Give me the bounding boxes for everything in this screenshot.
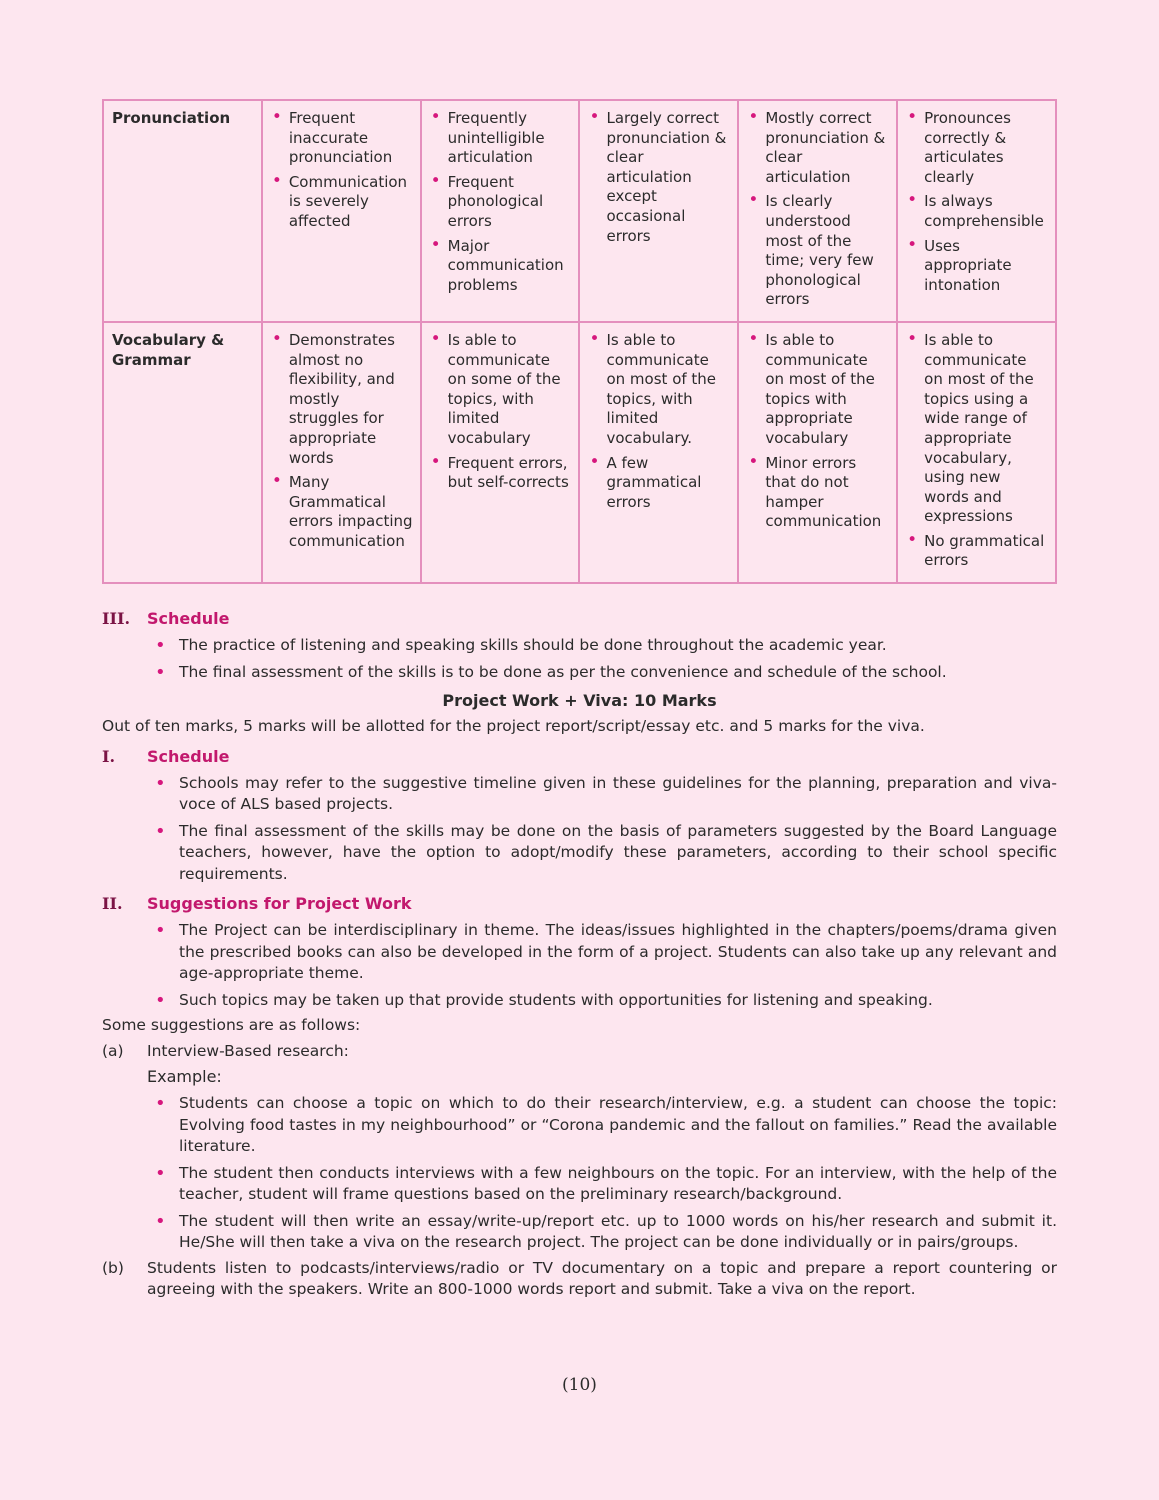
list-item: • Is always comprehensible [906,192,1049,231]
list-item: • Is able to communicate on some of the topics, with limited vocabulary [430,331,573,449]
list-item: • Is able to communicate on most of the topics, with limited vocabulary. [588,331,731,449]
list-item: • Minor errors that do not hamper communication [747,454,890,532]
table-row [103,322,1056,583]
section-number: II. [102,894,123,914]
example-label: Example: [147,1067,222,1087]
list-item: • Frequent inaccurate pronunciation [271,109,414,168]
list-item: • Communication is severely affected [271,173,414,232]
section-number: III. [102,609,131,629]
list-item: • Schools may refer to the suggestive timeline given in these guidelines for the planning, preparation and viva-voce of ALS based projects. [179,773,1057,816]
list-item: • Frequently unintelligible articulation [430,109,573,168]
list-item: • Is able to communicate on most of the topics using a wide range of appropriate vocabulary, using new words and expressions [906,331,1049,527]
rubric-cell [421,100,580,322]
list-item: • Is able to communicate on most of the topics with appropriate vocabulary [747,331,890,449]
page-content [102,99,1057,1301]
section-heading-schedule [102,608,1057,630]
section-title: Suggestions for Project Work [147,894,412,914]
suggestion-item-b [102,1258,1057,1301]
list-item: • Mostly correct pronunciation & clear articulation [747,109,890,187]
section-heading-schedule [102,746,1057,768]
page-number: (10) [562,1375,597,1395]
rubric-cell [897,322,1056,583]
rubric-cell [421,322,580,583]
assessment-rubric-table [102,99,1057,584]
project-work-heading: Project Work + Viva: 10 Marks [442,691,717,711]
list-item: • A few grammatical errors [588,454,731,513]
rubric-cell [579,100,738,322]
rubric-cell [738,322,897,583]
list-item: • The final assessment of the skills may be done on the basis of parameters suggested by the Board Language teachers, however, have the option to adopt/modify these parameters, according to their school specific requirements. [179,821,1057,886]
list-item: • Demonstrates almost no flexibility, and mostly struggles for appropriate words [271,331,414,468]
list-item: • Such topics may be taken up that provide students with opportunities for listening and speaking. [179,990,1057,1012]
list-item: • The student will then write an essay/write-up/report etc. up to 1000 words on his/her research and submit it. He/She will then take a viva on the research project. The project can be done individually or in pairs/groups. [179,1211,1057,1254]
rubric-cell [262,322,421,583]
suggestions-list [102,920,1057,1011]
section-title: Schedule [147,609,230,629]
rubric-cell [262,100,421,322]
list-item: • Frequent phonological errors [430,173,573,232]
item-text: Students listen to podcasts/interviews/radio or TV documentary on a topic and prepare a report countering or agreeing with the speakers. Write an 800-1000 words report and submit. Take a viva on the report. [147,1258,1057,1299]
section-heading-suggestions [102,893,1057,915]
list-item: • Major communication problems [430,237,573,296]
rubric-cell [579,322,738,583]
rubric-cell [738,100,897,322]
list-item: • The practice of listening and speaking skills should be done throughout the academic year. [179,635,1057,657]
criterion-cell: Pronunciation [103,100,262,322]
schedule-list [102,635,1057,683]
section-title: Schedule [147,746,230,766]
list-item: • Frequent errors, but self-corrects [430,454,573,493]
some-suggestions-text: Some suggestions are as follows: [102,1016,361,1035]
project-intro: Out of ten marks, 5 marks will be allotted for the project report/script/essay etc. and 5 marks for the viva. [102,717,925,736]
schedule-list [102,773,1057,886]
rubric-cell [897,100,1056,322]
list-item: • The Project can be interdisciplinary in theme. The ideas/issues highlighted in the chapters/poems/drama given the prescribed books can also be developed in the form of a project. Students can also take up any relevant and age-appropriate theme. [179,920,1057,985]
list-item: • Many Grammatical errors impacting communication [271,473,414,551]
list-item: • Uses appropriate intonation [906,237,1049,296]
suggestion-item-a [102,1041,1057,1063]
list-item: • Largely correct pronunciation & clear articulation except occasional errors [588,109,731,246]
criterion-cell: Vocabulary & Grammar [103,322,262,583]
item-text: Interview-Based research: [147,1041,349,1060]
list-item: • No grammatical errors [906,532,1049,571]
list-item: • Pronounces correctly & articulates clearly [906,109,1049,187]
table-row [103,100,1056,322]
item-label: (a) [102,1041,124,1060]
item-label: (b) [102,1258,124,1277]
list-item: • The student then conducts interviews with a few neighbours on the topic. For an interview, with the help of the teacher, student will frame questions based on the preliminary research/background. [179,1163,1057,1206]
section-number: I. [102,746,116,766]
list-item: • Is clearly understood most of the time; very few phonological errors [747,192,890,310]
list-item: • The final assessment of the skills is to be done as per the convenience and schedule of the school. [179,662,1057,684]
example-list [102,1093,1057,1254]
list-item: • Students can choose a topic on which to do their research/interview, e.g. a student can choose the topic: Evolving food tastes in my neighbourhood” or “Corona pandemic and the fallout on families.” Read the available literature. [179,1093,1057,1158]
